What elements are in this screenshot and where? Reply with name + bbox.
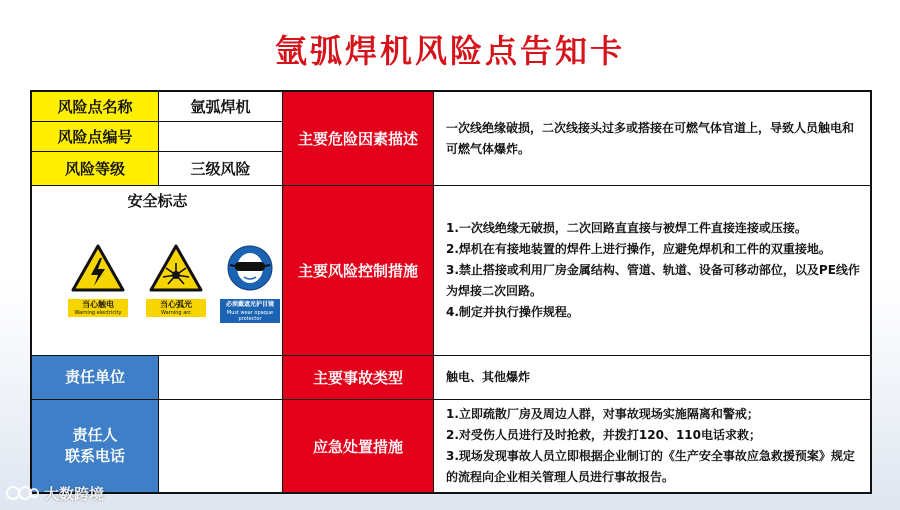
safety-signs-title: 安全标志	[127, 192, 188, 210]
watermark	[6, 482, 104, 504]
arc-warning-icon	[149, 244, 203, 292]
control-line-3: 3.禁止搭接或利用厂房金属结构、管道、轨道、设备可移动部位，以及PE线作为焊接二次回路。	[446, 263, 860, 298]
electric-shock-sign	[68, 244, 128, 317]
risk-code-value	[159, 122, 283, 152]
protective-goggles-icon	[226, 244, 274, 292]
risk-code-label: 风险点编号	[32, 122, 159, 152]
accident-type-text	[434, 356, 870, 400]
risk-level-label: 风险等级	[32, 152, 159, 186]
arc-sign-label: 当心弧光 Warning arc	[146, 299, 206, 317]
risk-control-label: 主要风险控制措施	[283, 186, 434, 356]
risk-name-value: 氩弧焊机	[159, 92, 283, 122]
control-line-1: 1.一次线绝缘无破损，二次回路直直接与被焊工件直接连接或压接。	[446, 221, 807, 235]
hazard-description-text	[434, 92, 870, 186]
emergency-measures-text	[434, 400, 870, 492]
accident-line: 触电、其他爆炸	[446, 370, 531, 384]
risk-level-value: 三级风险	[159, 152, 283, 186]
watermark-logo-icon	[6, 484, 40, 502]
risk-name-label: 风险点名称	[32, 92, 159, 122]
goggles-sign	[220, 244, 280, 323]
emergency-line-2: 2.对受伤人员进行及时抢救，并拨打120、110电话求救；	[446, 428, 762, 442]
responsible-person-value	[159, 400, 283, 492]
electric-shock-sign-label: 当心触电 Warning electricity	[68, 299, 128, 317]
safety-signs-panel	[32, 186, 283, 356]
emergency-measures-label: 应急处置措施	[283, 400, 434, 492]
control-line-2: 2.焊机在有接地装置的焊件上进行操作，应避免焊机和工件的双重接地。	[446, 242, 831, 256]
responsible-unit-label: 责任单位	[32, 356, 159, 400]
hazard-line: 一次线绝缘破损，二次线接头过多或搭接在可燃气体官道上，导致人员触电和可燃气体爆炸。	[446, 120, 855, 156]
responsible-person-label: 责任人 联系电话	[32, 400, 159, 492]
goggles-sign-label: 必须戴遮光护目镜 Must wear opaque protector	[220, 299, 280, 323]
emergency-line-3: 3.现场发现事故人员立即根据企业制订的《生产安全事故应急救援预案》规定的流程向企业相关管理人员进行事故报告。	[446, 449, 855, 484]
hazard-description-label: 主要危险因素描述	[283, 92, 434, 186]
emergency-line-1: 1.立即疏散厂房及周边人群，对事故现场实施隔离和警戒；	[446, 407, 759, 421]
electric-shock-warning-icon	[71, 244, 125, 292]
card-title: 氩弧焊机风险点告知卡	[274, 32, 625, 70]
responsible-unit-value	[159, 356, 283, 400]
risk-card	[30, 90, 872, 494]
watermark-text: 大数跨境	[44, 484, 105, 503]
risk-control-text	[434, 186, 870, 356]
control-line-4: 4.制定并执行操作规程。	[446, 305, 579, 319]
accident-type-label: 主要事故类型	[283, 356, 434, 400]
arc-sign	[146, 244, 206, 317]
